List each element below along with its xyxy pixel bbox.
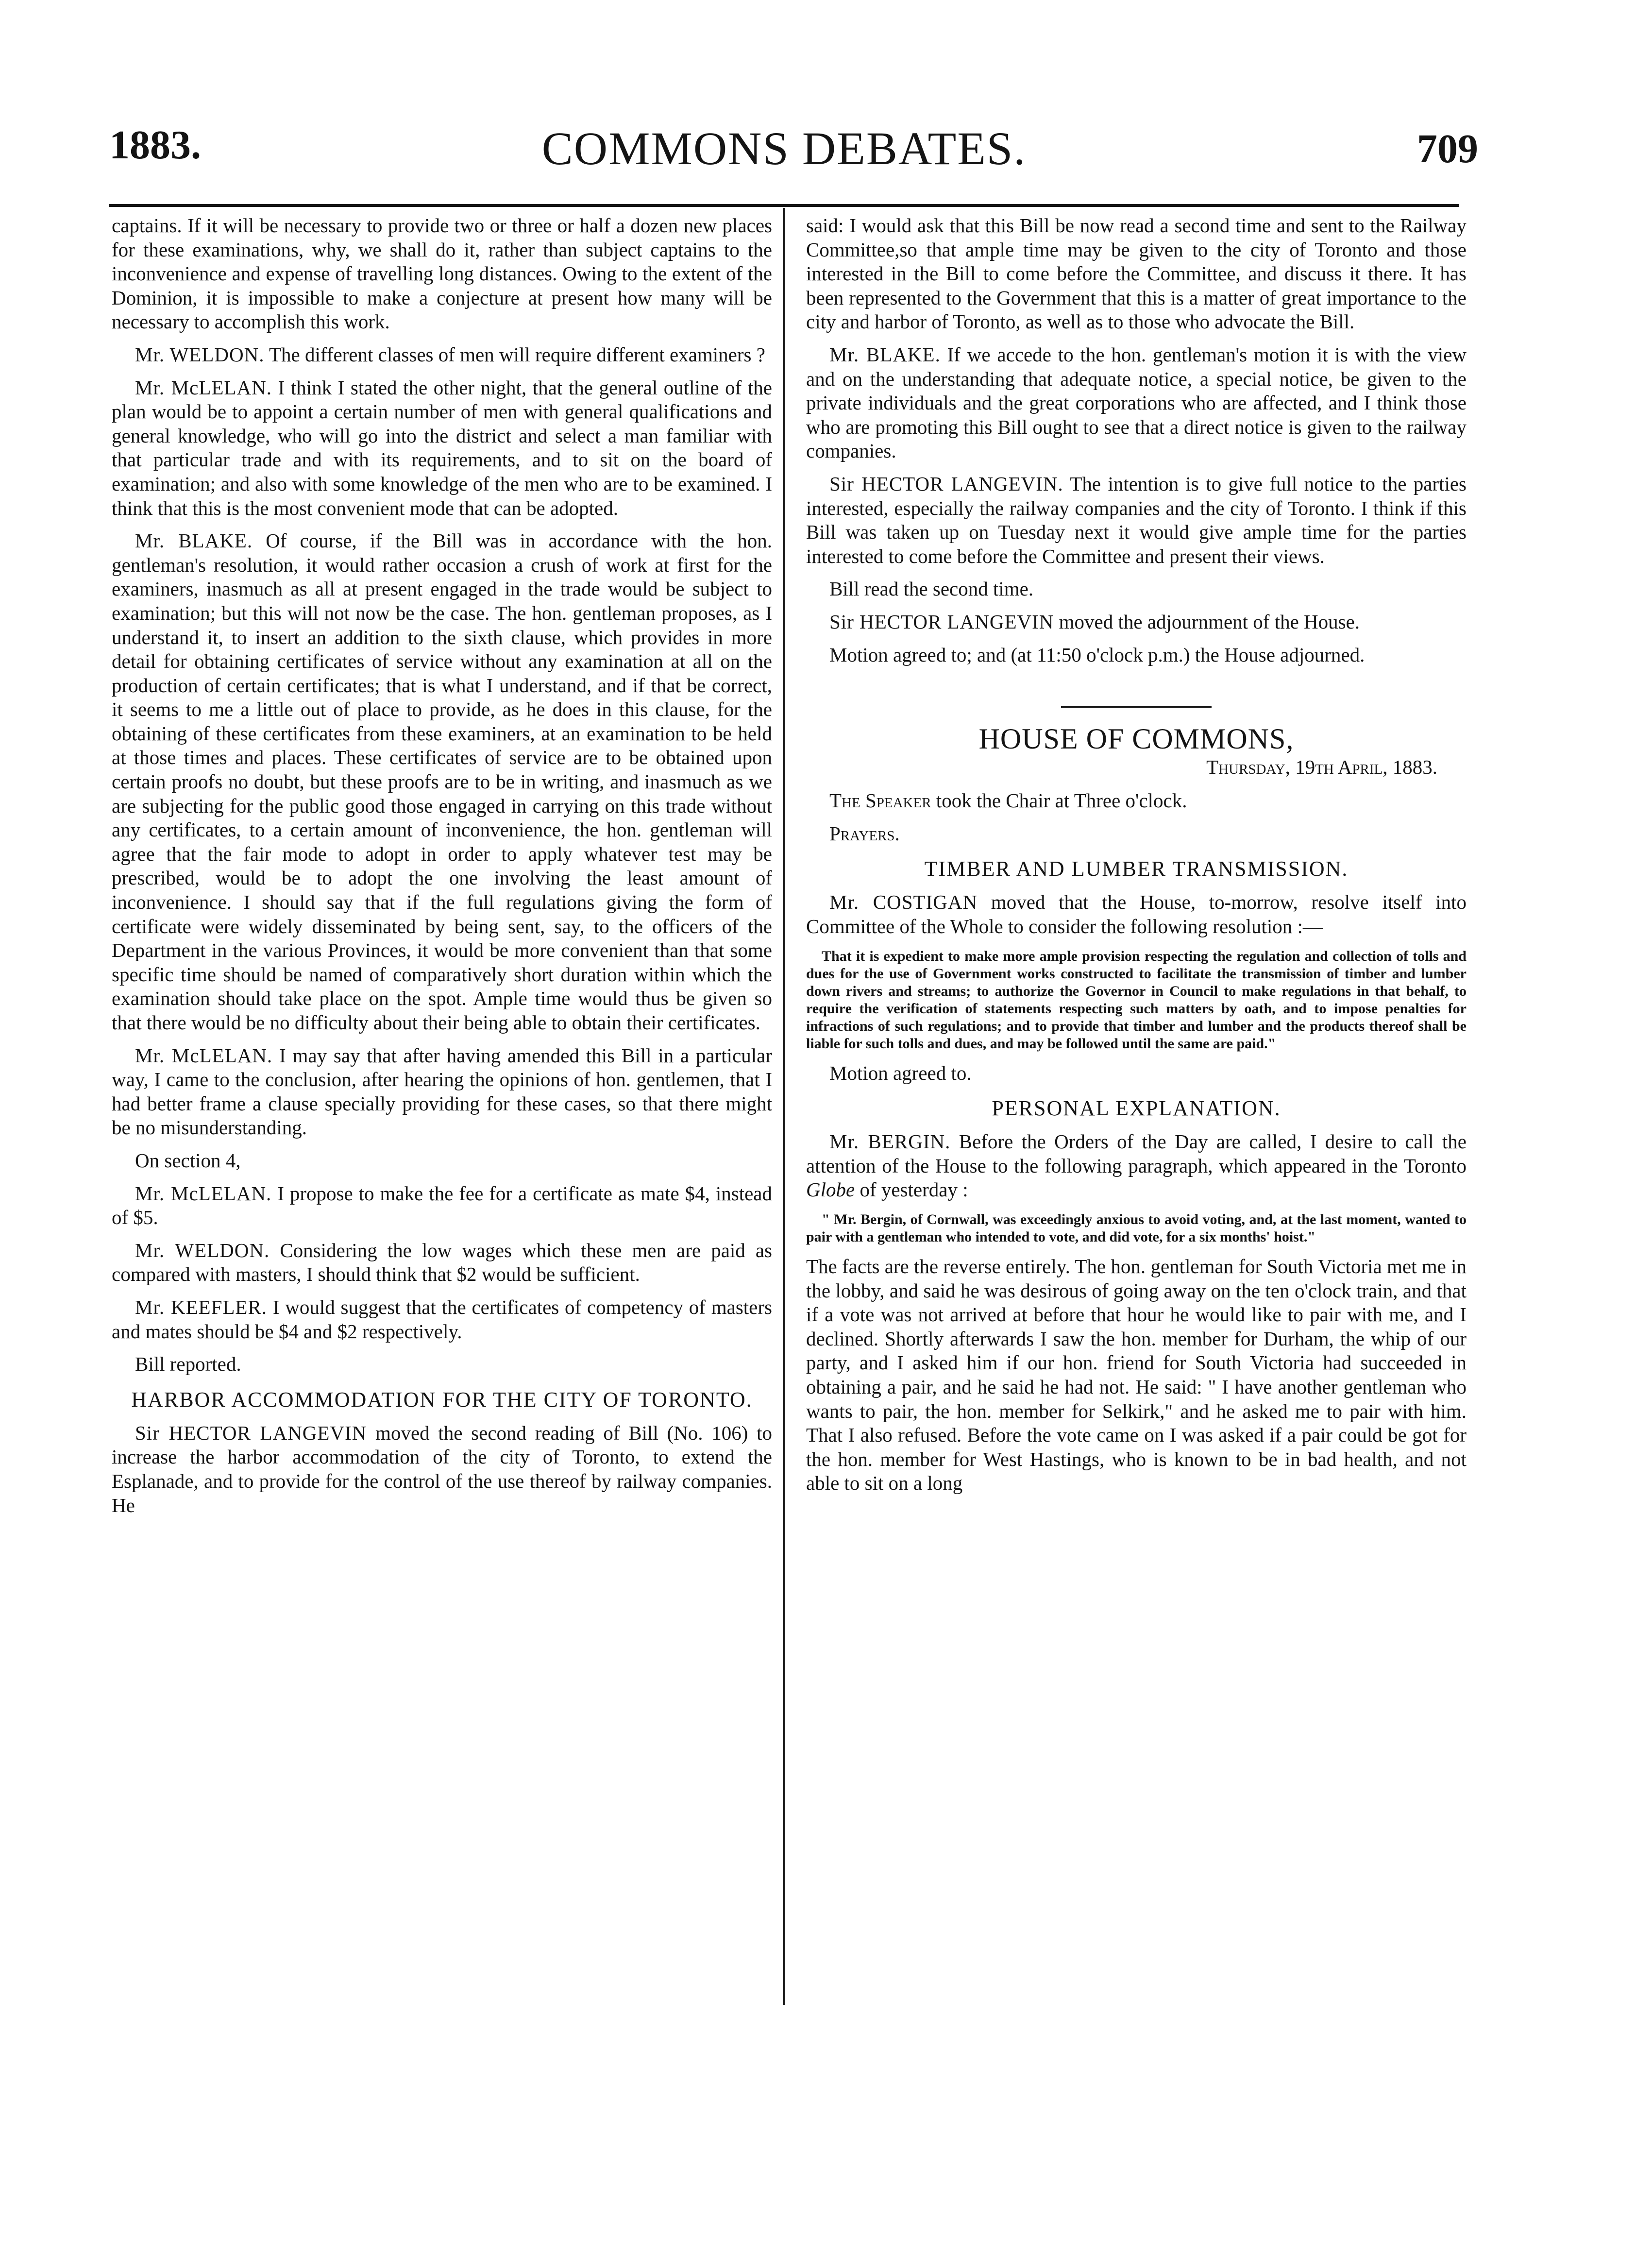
paragraph: Mr. McLELAN. I propose to make the fee for a certificate as mate $4, instead of $5.: [112, 1182, 773, 1229]
speaker-name: Mr. BLAKE.: [829, 343, 941, 366]
section-heading: HARBOR ACCOMMODATION FOR THE CITY OF TORONTO.: [131, 1387, 753, 1412]
newspaper-name: Globe: [806, 1178, 855, 1201]
speaker-name: Mr. McLELAN.: [135, 1182, 272, 1205]
resolution-quote: That it is expedient to make more ample provision respecting the regulation and collection of tolls and dues for the use of Government works constructed to facilitate the transmission of timber and lumber down rivers and streams; to authorize the Governor in Council to make regulations in that behalf, to require the verification of statements respecting such matters by oath, and to impose penalties for infractions of such regulations; and to provide that timber and lumber and the products thereof shall be liable for such tolls and dues, and may be followed until the same are paid.": [806, 948, 1467, 1052]
speaker-name: Mr. WELDON.: [135, 1239, 270, 1261]
speaker-name: Mr. McLELAN.: [135, 1044, 273, 1067]
speaker-name: Mr. COSTIGAN: [829, 891, 978, 914]
speaker-name: Sir HECTOR LANGEVIN: [829, 610, 1054, 633]
paragraph: Motion agreed to; and (at 11:50 o'clock p.m.) the House adjourned.: [829, 643, 1365, 666]
paragraph: captains. If it will be necessary to provide two or three or half a dozen new places for these examinations, why, we shall do it, rather than subject captains to the inconvenience and expense of travelling long distances. Owing to the extent of the Dominion, it is impossible to make a conjecture at present how many will be necessary to accomplish this work.: [112, 214, 772, 333]
sitting-date: Thursday, 19th April, 1883.: [1206, 755, 1437, 778]
speaker-name: Sir HECTOR LANGEVIN: [135, 1421, 367, 1444]
speaker-name: Mr. KEEFLER.: [135, 1295, 268, 1318]
paragraph: Mr. McLELAN. I may say that after having amended this Bill in a particular way, I came to the conclusion, after hearing the opinions of hon. gentlemen, that I had better frame a clause specially providing for these cases, so that there might be no misunderstanding.: [112, 1044, 773, 1139]
paragraph: Bill read the second time.: [829, 578, 1034, 600]
paragraph: Bill reported.: [135, 1353, 241, 1376]
paragraph: Mr. KEEFLER. I would suggest that the certificates of competency of masters and mates should be $4 and $2 respectively.: [112, 1295, 772, 1343]
speaker-name: Mr. BLAKE.: [135, 529, 253, 552]
left-column: [112, 214, 772, 1526]
header-title: COMMONS DEBATES.: [541, 122, 1027, 174]
paragraph: Mr. WELDON. Considering the low wages which these men are paid as compared with masters, I should think that $2 would be sufficient.: [112, 1239, 772, 1286]
header-year: 1883.: [109, 122, 201, 168]
paragraph: Sir HECTOR LANGEVIN moved the second reading of Bill (No. 106) to increase the harbor accommodation of the city of Toronto, to extend the Esplanade, and to provide for the control of the use thereof by railway companies. He: [112, 1421, 772, 1516]
speaker-name: Mr. McLELAN.: [135, 376, 272, 399]
paragraph: Mr. BERGIN. Before the Orders of the Day are called, I desire to call the attention of the House to the following paragraph, which appeared in the Toronto Globe of yesterday :: [806, 1130, 1467, 1201]
header-rule: [109, 204, 1459, 207]
speaker-name: The Speaker: [829, 789, 931, 812]
speaker-name: Sir HECTOR LANGEVIN.: [829, 472, 1063, 495]
paragraph: Sir HECTOR LANGEVIN. The intention is to give full notice to the parties interested, especially the railway companies and the city of Toronto. I think if this Bill was taken up on Tuesday next it would give ample time for the parties interested to come before the Committee and present their views.: [806, 472, 1467, 567]
page-header: [109, 121, 1478, 185]
speaker-name: Mr. BERGIN.: [829, 1130, 951, 1153]
paragraph: Mr. BLAKE. Of course, if the Bill was in accordance with the hon. gentleman's resolution, it would rather occasion a crush of work at first for the examiners, inasmuch as all at present engaged in the trade would be subject to examination; but this will not now be the case. The hon. gentleman proposes, as I understand it, to insert an addition to the sixth clause, which provides in more detail for obtaining certificates of service without any examination at all on the production of certain certificates; that is what I understand, and if that be correct, it seems to me a little out of place to provide, as he does in this clause, for the obtaining of these certificates from these examiners, at an examination to be held at those times and places. These certificates of service are to be obtained upon certain proofs no doubt, but these proofs are to be in writing, and inasmuch as we are subjecting for the public good those engaged in carrying on this trade without any certificates, to a certain amount of inconvenience, the hon. gentleman will agree that the fair mode to adopt in order to apply whatever test may be prescribed, would be to adopt the one involving the least amount of inconvenience. I should say that if the full regulations giving the form of certificate were widely disseminated by being sent, say, to the officers of the Department in the various Provinces, it would be more convenient than that some specific time should be named of comparatively short duration within which the examination should take place on the spot. Ample time would thus be given so that there would be no difficulty about their being able to obtain their certificates.: [112, 529, 772, 1034]
paragraph: Sir HECTOR LANGEVIN moved the adjournment of the House.: [829, 610, 1360, 633]
newspaper-quote: " Mr. Bergin, of Cornwall, was exceedingly anxious to avoid voting, and, at the last moment, wanted to pair with a gentleman who intended to vote, and did vote, for a six months' hoist.": [806, 1211, 1467, 1245]
speaker-name: Mr. WELDON.: [135, 343, 265, 366]
paragraph: Motion agreed to.: [829, 1061, 972, 1084]
paragraph: Mr. WELDON. The different classes of men will require different examiners ?: [135, 343, 765, 366]
paragraph: Mr. COSTIGAN moved that the House, to-morrow, resolve itself into Committee of the Whole to consider the following resolution :—: [806, 891, 1467, 938]
paragraph: Prayers.: [829, 822, 900, 845]
column-divider: [783, 208, 785, 2005]
paragraph: Mr. BLAKE. If we accede to the hon. gentleman's motion it is with the view and on the understanding that adequate notice, a special notice, be given to the private individuals and the great corporations who are affected, and I think those who are promoting this Bill ought to see that a direct notice is given to the railway companies.: [806, 343, 1467, 462]
right-column: [806, 214, 1467, 1504]
paragraph: The facts are the reverse entirely. The hon. gentleman for South Victoria met me in the lobby, and said he was desirous of going away on the ten o'clock train, and that if a vote was not arrived at before that hour he would like to pair with me, and I declined. Shortly afterwards I saw the hon. member for Durham, the whip of our party, and I asked him if our hon. friend for South Victoria had succeeded in obtaining a pair, and he said he had not. He said: " I have another gentleman who wants to pair, the hon. member for Selkirk," and he asked me to pair with him. That I also refused. Before the vote came on I was asked if a pair could be got for the hon. member for West Hastings, who is known to be in bad health, and not able to sit on a long: [806, 1255, 1467, 1495]
house-title: HOUSE OF COMMONS,: [978, 723, 1294, 755]
paragraph: On section 4,: [135, 1149, 241, 1172]
page-number: 709: [1417, 126, 1478, 171]
paragraph: The Speaker took the Chair at Three o'clock.: [829, 789, 1187, 812]
section-heading: PERSONAL EXPLANATION.: [992, 1096, 1281, 1121]
paragraph: Mr. McLELAN. I think I stated the other night, that the general outline of the plan would be to appoint a certain number of men with general qualifications and general knowledge, who will go into the district and select a man familiar with that particular trade and with its requirements, and to sit on the board of examination; and also with some knowledge of the men who are to be examined. I think that this is the most convenient mode that can be adopted.: [112, 376, 773, 519]
paragraph: said: I would ask that this Bill be now read a second time and sent to the Railway Committee,so that ample time may be given to the city of Toronto and those interested in the Bill to come before the Committee, and discuss it there. It has been represented to the Government that this is a matter of great importance to the city and harbor of Toronto, as well as to those who advocate the Bill.: [806, 214, 1467, 333]
section-rule: [1061, 706, 1212, 708]
section-heading: TIMBER AND LUMBER TRANSMISSION.: [924, 857, 1349, 881]
